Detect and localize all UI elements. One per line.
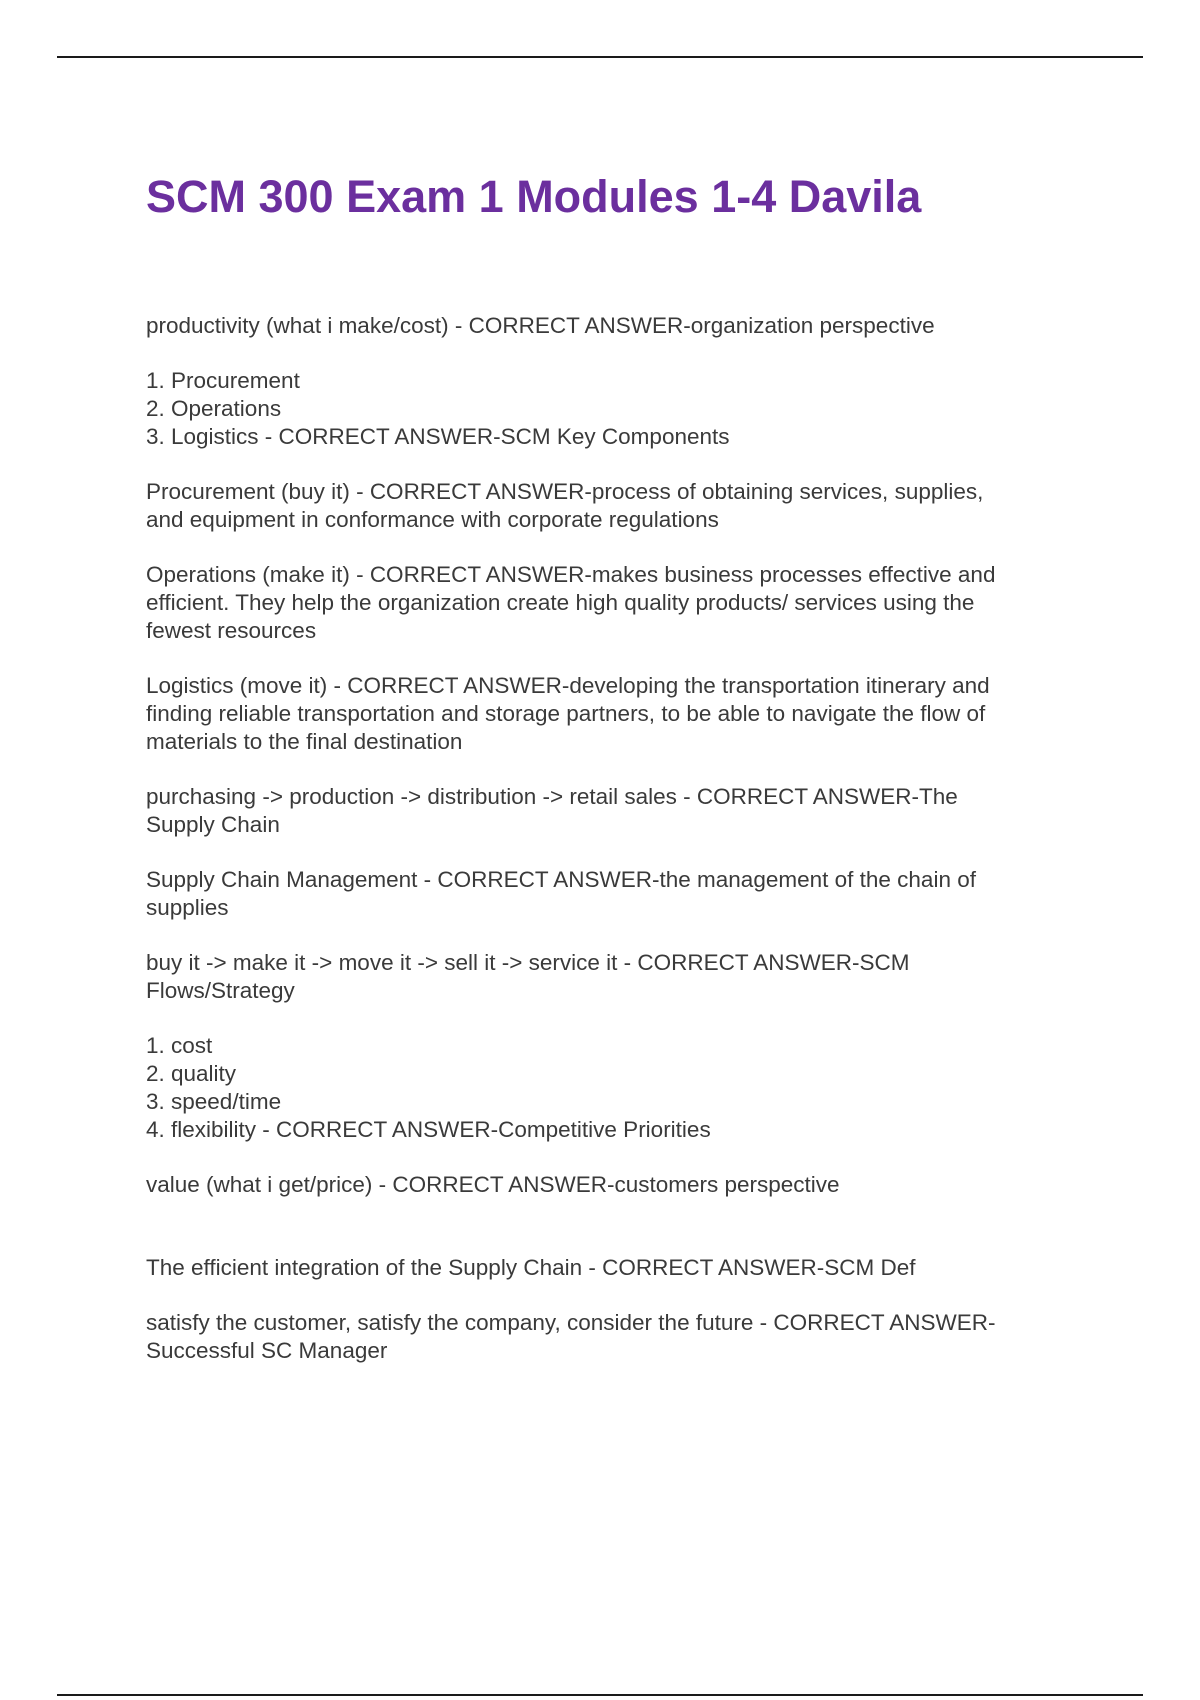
text-line: Flows/Strategy [146,978,295,1003]
text-line: value (what i get/price) - CORRECT ANSWER-customers perspective [146,1172,840,1197]
text-line: Procurement (buy it) - CORRECT ANSWER-process of obtaining services, supplies, [146,479,984,504]
text-line: 2. quality [146,1061,237,1086]
text-line: and equipment in conformance with corporate regulations [146,507,719,532]
page-title: SCM 300 Exam 1 Modules 1-4 Davila [146,171,922,222]
text-line: satisfy the customer, satisfy the company, consider the future - CORRECT ANSWER- [146,1310,996,1335]
text-line: Logistics (move it) - CORRECT ANSWER-developing the transportation itinerary and [146,673,990,698]
text-line: Supply Chain Management - CORRECT ANSWER-the management of the chain of [146,867,976,892]
text-line: efficient. They help the organization create high quality products/ services using the [146,590,975,615]
text-line: 1. cost [146,1033,213,1058]
text-line: The efficient integration of the Supply Chain - CORRECT ANSWER-SCM Def [146,1255,916,1280]
qa-entry-scm [146,866,1076,922]
text-line: 4. flexibility - CORRECT ANSWER-Competitive Priorities [146,1117,711,1142]
qa-entry-sc-manager [146,1309,1076,1365]
bottom-rule [57,1694,1143,1696]
qa-entry-logistics [146,672,1076,756]
text-line: fewest resources [146,618,317,643]
text-line: Supply Chain [146,812,280,837]
text-line: 3. speed/time [146,1089,282,1114]
text-line: Successful SC Manager [146,1338,388,1363]
qa-entry-productivity [146,312,1076,340]
qa-entry-key-components [146,367,1076,451]
document-body [146,312,1076,1392]
qa-entry-scm-def [146,1254,1076,1282]
qa-entry-scm-flows [146,949,1076,1005]
text-line: buy it -> make it -> move it -> sell it -> service it - CORRECT ANSWER-SCM [146,950,910,975]
text-line: purchasing -> production -> distribution -> retail sales - CORRECT ANSWER-The [146,784,958,809]
qa-entry-value [146,1171,1076,1199]
text-line: 1. Procurement [146,368,300,393]
text-line: materials to the final destination [146,729,463,754]
top-rule [57,56,1143,58]
text-line: Operations (make it) - CORRECT ANSWER-makes business processes effective and [146,562,996,587]
text-line: supplies [146,895,229,920]
text-line: 3. Logistics - CORRECT ANSWER-SCM Key Components [146,424,730,449]
qa-entry-procurement [146,478,1076,534]
qa-entry-supply-chain [146,783,1076,839]
text-line: 2. Operations [146,396,282,421]
qa-entry-competitive-priorities [146,1032,1076,1144]
qa-entry-operations [146,561,1076,645]
text-line: productivity (what i make/cost) - CORRECT ANSWER-organization perspective [146,313,935,338]
text-line: finding reliable transportation and storage partners, to be able to navigate the flow of [146,701,986,726]
